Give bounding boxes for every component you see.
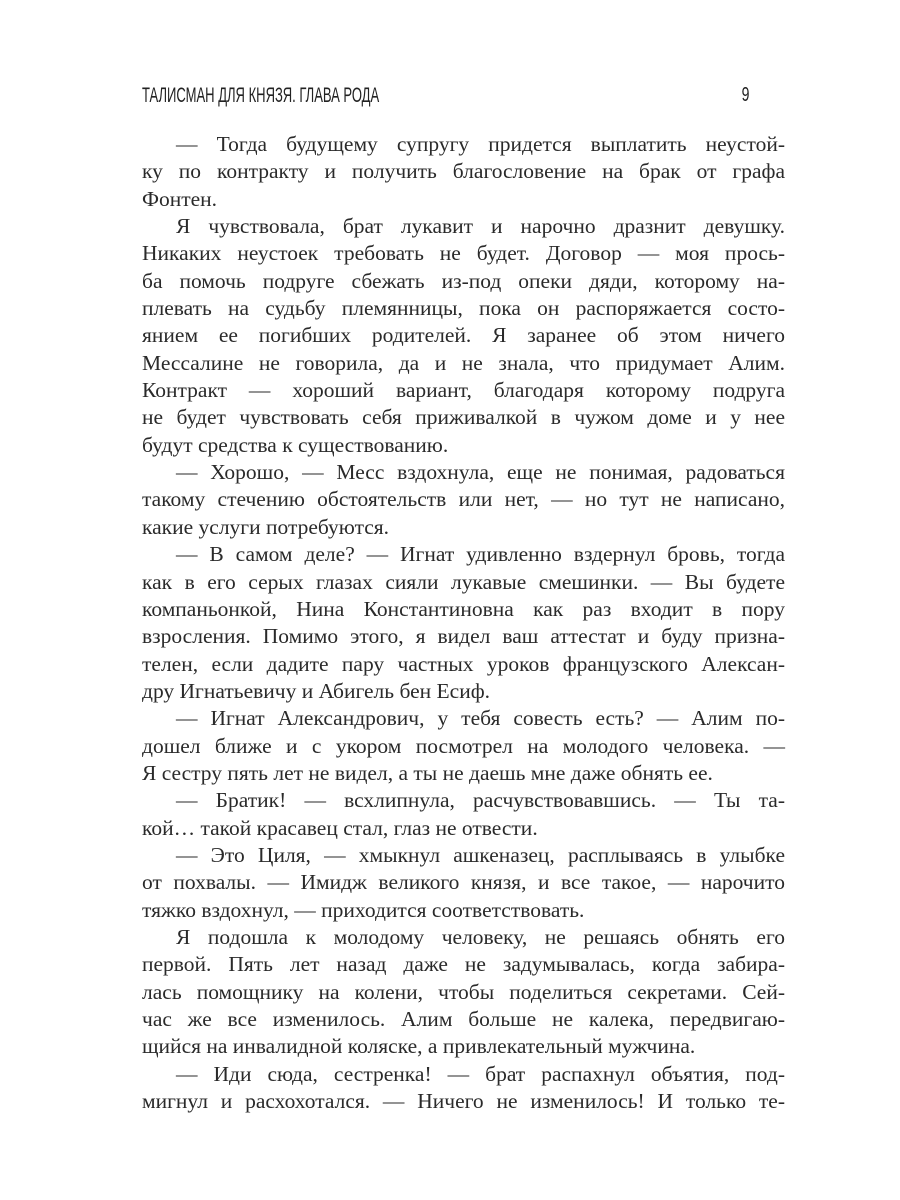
paragraph xyxy=(142,787,785,842)
paragraph xyxy=(142,705,785,787)
paragraph xyxy=(142,131,785,213)
text-line: кой… такой красавец стал, глаз не отвести. xyxy=(142,815,538,840)
text-line: как в его серых глазах сияли лукавые смешинки. — Вы будете xyxy=(142,569,785,594)
text-line: — В самом деле? — Игнат удивленно вздернул бровь, тогда xyxy=(176,542,785,567)
text-line: — Это Циля, — хмыкнул ашкеназец, расплываясь в улыбке xyxy=(176,842,785,867)
paragraph xyxy=(142,213,785,459)
text-line: компаньонкой, Нина Константиновна как раз входит в пору xyxy=(142,596,785,621)
text-line: час же все изменилось. Алим больше не калека, передвигаю- xyxy=(142,1007,785,1031)
text-line: будут средства к существованию. xyxy=(142,432,449,457)
paragraph xyxy=(142,924,785,1061)
text-line: дошел ближе и с укором посмотрел на молодого человека. — xyxy=(142,733,785,758)
paragraph xyxy=(142,842,785,924)
text-line: — Хорошо, — Месс вздохнула, еще не понимая, радоваться xyxy=(176,460,785,485)
text-line: не будет чувствовать себя приживалкой в чужом доме и у нее xyxy=(142,405,785,430)
running-header xyxy=(142,84,785,112)
text-line: лась помощнику на колени, чтобы поделиться секретами. Сей- xyxy=(142,979,785,1004)
running-title: ТАЛИСМАН ДЛЯ КНЯЗЯ. ГЛАВА РОДА xyxy=(142,84,380,107)
text-line: — Игнат Александрович, у тебя совесть есть? — Алим по- xyxy=(176,706,785,731)
text-line: такому стечению обстоятельств или нет, — но тут не написано, xyxy=(142,487,785,512)
text-line: дру Игнатьевичу и Абигель бен Есиф. xyxy=(142,678,491,703)
text-line: тяжко вздохнул, — приходится соответствовать. xyxy=(142,897,585,922)
text-line: какие услуги потребуются. xyxy=(142,514,390,539)
text-line: Я сестру пять лет не видел, а ты не даешь мне даже обнять ее. xyxy=(142,760,713,785)
text-line: — Братик! — всхлипнула, расчувствовавшись. — Ты та- xyxy=(176,788,785,813)
paragraph xyxy=(142,1061,785,1116)
text-line: Никаких неустоек требовать не будет. Договор — моя прось- xyxy=(142,241,785,266)
page-body xyxy=(142,131,785,1115)
text-line: Я чувствовала, брат лукавит и нарочно дразнит девушку. xyxy=(176,214,785,239)
text-line: Фонтен. xyxy=(142,186,218,211)
text-line: Контракт — хороший вариант, благодаря которому подруга xyxy=(142,378,785,403)
text-line: Мессалине не говорила, да и не знала, что придумает Алим. xyxy=(142,350,785,375)
text-line: мигнул и расхохотался. — Ничего не изменилось! И только те- xyxy=(142,1089,785,1114)
text-line: взросления. Помимо этого, я видел ваш аттестат и буду призна- xyxy=(142,624,785,649)
text-line: первой. Пять лет назад даже не задумывалась, когда забира- xyxy=(142,952,785,977)
text-line: плевать на судьбу племянницы, пока он распоряжается состо- xyxy=(142,296,785,321)
paragraph xyxy=(142,541,785,705)
text-line: — Иди сюда, сестренка! — брат распахнул объятия, под- xyxy=(176,1061,785,1086)
text-line: щийся на инвалидной коляске, а привлекательный мужчина. xyxy=(142,1034,696,1059)
text-line: Я подошла к молодому человеку, не решаясь обнять его xyxy=(176,924,785,949)
text-line: ба помочь подруге сбежать из-под опеки дяди, которому на- xyxy=(142,268,785,293)
text-line: янием ее погибших родителей. Я заранее об этом ничего xyxy=(142,323,785,348)
text-line: телен, если дадите пару частных уроков французского Алексан- xyxy=(142,651,785,676)
text-line: ку по контракту и получить благословение на брак от графа xyxy=(142,159,785,184)
text-line: от похвалы. — Имидж великого князя, и все такое, — нарочито xyxy=(142,870,785,895)
text-line: — Тогда будущему супругу придется выплатить неустой- xyxy=(176,132,785,156)
paragraph xyxy=(142,459,785,541)
page-number: 9 xyxy=(741,84,750,106)
